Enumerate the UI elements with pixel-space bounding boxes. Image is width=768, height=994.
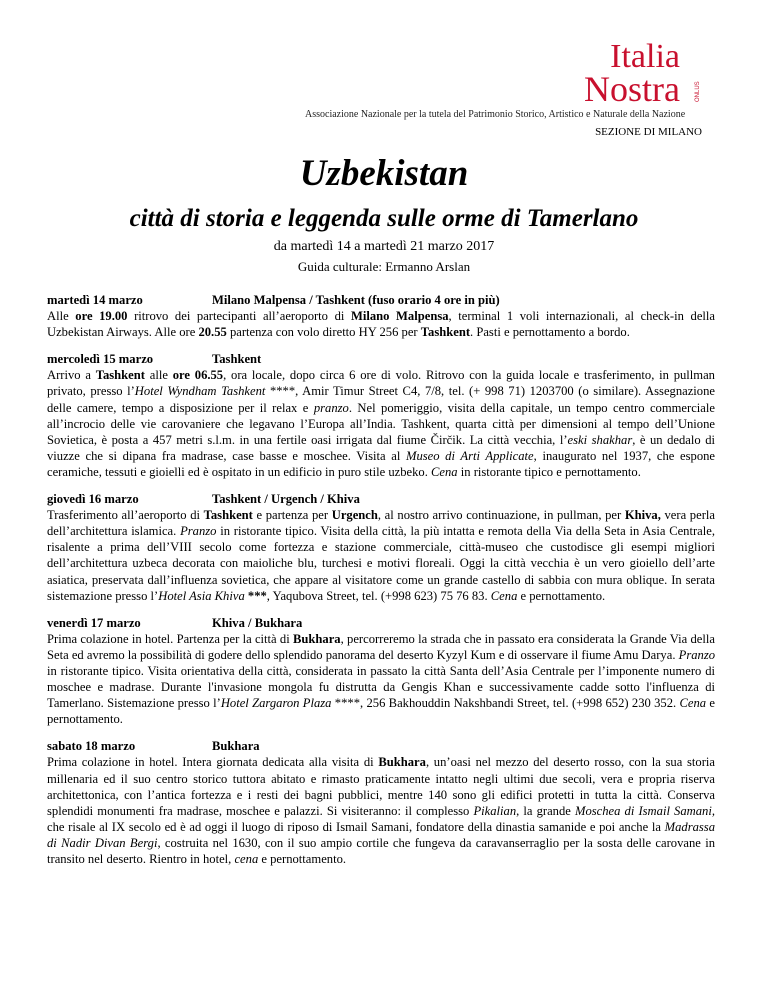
day-date: giovedì 16 marzo bbox=[47, 492, 139, 507]
logo-side-text: ONLUS bbox=[695, 81, 701, 102]
association-tagline: Associazione Nazionale per la tutela del Patrimonio Storico, Artistico e Naturale della Nazione bbox=[305, 109, 686, 120]
document-subtitle: città di storia e leggenda sulle orme di Tamerlano bbox=[129, 205, 639, 232]
itinerary-day bbox=[47, 738, 715, 867]
day-date: martedì 14 marzo bbox=[47, 293, 143, 307]
section-label: SEZIONE DI MILANO bbox=[595, 126, 702, 138]
itinerary-day bbox=[47, 491, 715, 604]
itinerary-day bbox=[47, 615, 715, 728]
day-heading bbox=[47, 738, 715, 754]
trip-dates: da martedì 14 a martedì 21 marzo 2017 bbox=[273, 239, 495, 254]
day-heading bbox=[47, 491, 715, 507]
day-description: Alle ore 19.00 ritrovo dei partecipanti all’aeroporto di Milano Malpensa, terminal 1 voli internazionali, al check-in della Uzbekistan Airways. Alle ore 20.55 partenza con volo diretto HY 256 per Tashkent. Pasti e pernottamento a bordo. bbox=[47, 309, 715, 340]
day-heading bbox=[47, 615, 715, 631]
logo-line2: Nostra bbox=[584, 69, 680, 106]
day-date: sabato 18 marzo bbox=[47, 739, 136, 754]
itinerary-day bbox=[47, 292, 715, 340]
day-route: Tashkent / Urgench / Khiva bbox=[212, 492, 360, 507]
day-route: Khiva / Bukhara bbox=[212, 615, 303, 630]
logo-line1: Italia bbox=[610, 38, 680, 75]
day-date: venerdì 17 marzo bbox=[47, 615, 141, 630]
day-description: Prima colazione in hotel. Intera giornata dedicata alla visita di Bukhara, un’oasi nel mezzo del deserto rosso, con la sua storia millenaria ed il suo centro storico tuttora abitato e rimasto praticamente intatto negli ultimi due secoli, vera e propria riserva architettonica, con l’antica fortezza e i resti dei bagni pubblici, mentre 140 sono gli edifici protetti in tutta la città. Conserva splendidi monumenti fra madrase, moschee e palazzi. Si visiteranno: il complesso Pikalian, la grande Moschea di Ismail Samani, che risale al IX secolo ed è ad oggi il luogo di riposo di Ismail Samani, fondatore della dinastia samanide e poi anche la Madrassa di Nadir Divan Bergi, costruita nel 1630, con il suo ampio cortile che fungeva da caravanserraglio per la sosta delle carovane in transito nel deserto. Rientro in hotel, cena e pernottamento. bbox=[47, 755, 715, 866]
itinerary-day bbox=[47, 351, 715, 480]
day-date: mercoledì 15 marzo bbox=[47, 352, 154, 367]
day-description: Prima colazione in hotel. Partenza per la città di Bukhara, percorreremo la strada che in passato era considerata la Grande Via della Seta ed avremo la possibilità di godere dello splendido panorama del deserto Kyzyl Kum e di osservare il fiume Amu Darya. Pranzo in ristorante tipico. Visita orientativa della città, considerata in passato la città Santa dell’Asia Centrale per l’imponente numero di moschee e madrase. Durante l'invasione mongola fu distrutta da Gengis Khan e successivamente cadde sotto l'influenza di Tamerlano. Sistemazione presso l’Hotel Zargaron Plaza ****, 256 Bakhouddin Nakshbandi Street, tel. (+998 652) 230 352. Cena e pernottamento. bbox=[47, 631, 716, 727]
itinerary bbox=[47, 292, 715, 878]
day-heading bbox=[47, 292, 715, 308]
day-heading bbox=[47, 351, 715, 367]
document-title: Uzbekistan bbox=[299, 153, 469, 194]
day-route: Bukhara bbox=[212, 739, 260, 754]
cultural-guide: Guida culturale: Ermanno Arslan bbox=[297, 259, 471, 274]
day-description: Arrivo a Tashkent alle ore 06.55, ora locale, dopo circa 6 ore di volo. Ritrovo con la guida locale e trasferimento, in pullman privato, presso l’Hotel Wyndham Tashkent ****, Amir Timur Street C4, 7/8, tel. (+ 998 71) 1203700 (o similare). Assegnazione delle camere, tempo a disposizione per il relax e pranzo. Nel pomeriggio, visita della capitale, un tempo centro commerciale all’incrocio delle vie carovaniere che legavano l’Europa all’India. Tashkent, quarta città per dimensioni al tempo dell’Unione Sovietica, è posta a 457 metri s.l.m. in una fertile oasi irrigata dal fiume Čirčik. La città vecchia, l’eski shakhar, è un dedalo di viuzze che si dipana fra madrase, case basse e moschee. Visita al Museo di Arti Applicate, inaugurato nel 1937, che espone ceramiche, tessuti e gioielli ed è ospitato in un edificio in puro stile uzbeko. Cena in ristorante tipico e pernottamento. bbox=[47, 368, 716, 479]
day-route: Tashkent bbox=[212, 352, 262, 367]
day-description: Trasferimento all’aeroporto di Tashkent e partenza per Urgench, al nostro arrivo continuazione, in pullman, per Khiva, vera perla dell’architettura islamica. Pranzo in ristorante tipico. Visita della città, la più intatta e remota della Via della Seta in Asia Centrale, risalente a prima dell’VIII secolo come fortezza e stazione commerciale, città-museo che custodisce gli esempi migliori dell’architettura uzbeca decorata con maioliche blu, turchesi e motivi floreali. Oggi la città vecchia è un vero gioiello dell’arte asiatica, preservata dall’influenza sovietica, che appare al visitatore come un grande castello di sabbia con mura oblique. In serata sistemazione presso l’Hotel Asia Khiva ***, Yaqubova Street, tel. (+998 623) 75 76 83. Cena e pernottamento. bbox=[47, 508, 715, 603]
italia-nostra-logo bbox=[584, 36, 704, 106]
day-route: Milano Malpensa / Tashkent (fuso orario 4 ore in più) bbox=[212, 293, 500, 307]
